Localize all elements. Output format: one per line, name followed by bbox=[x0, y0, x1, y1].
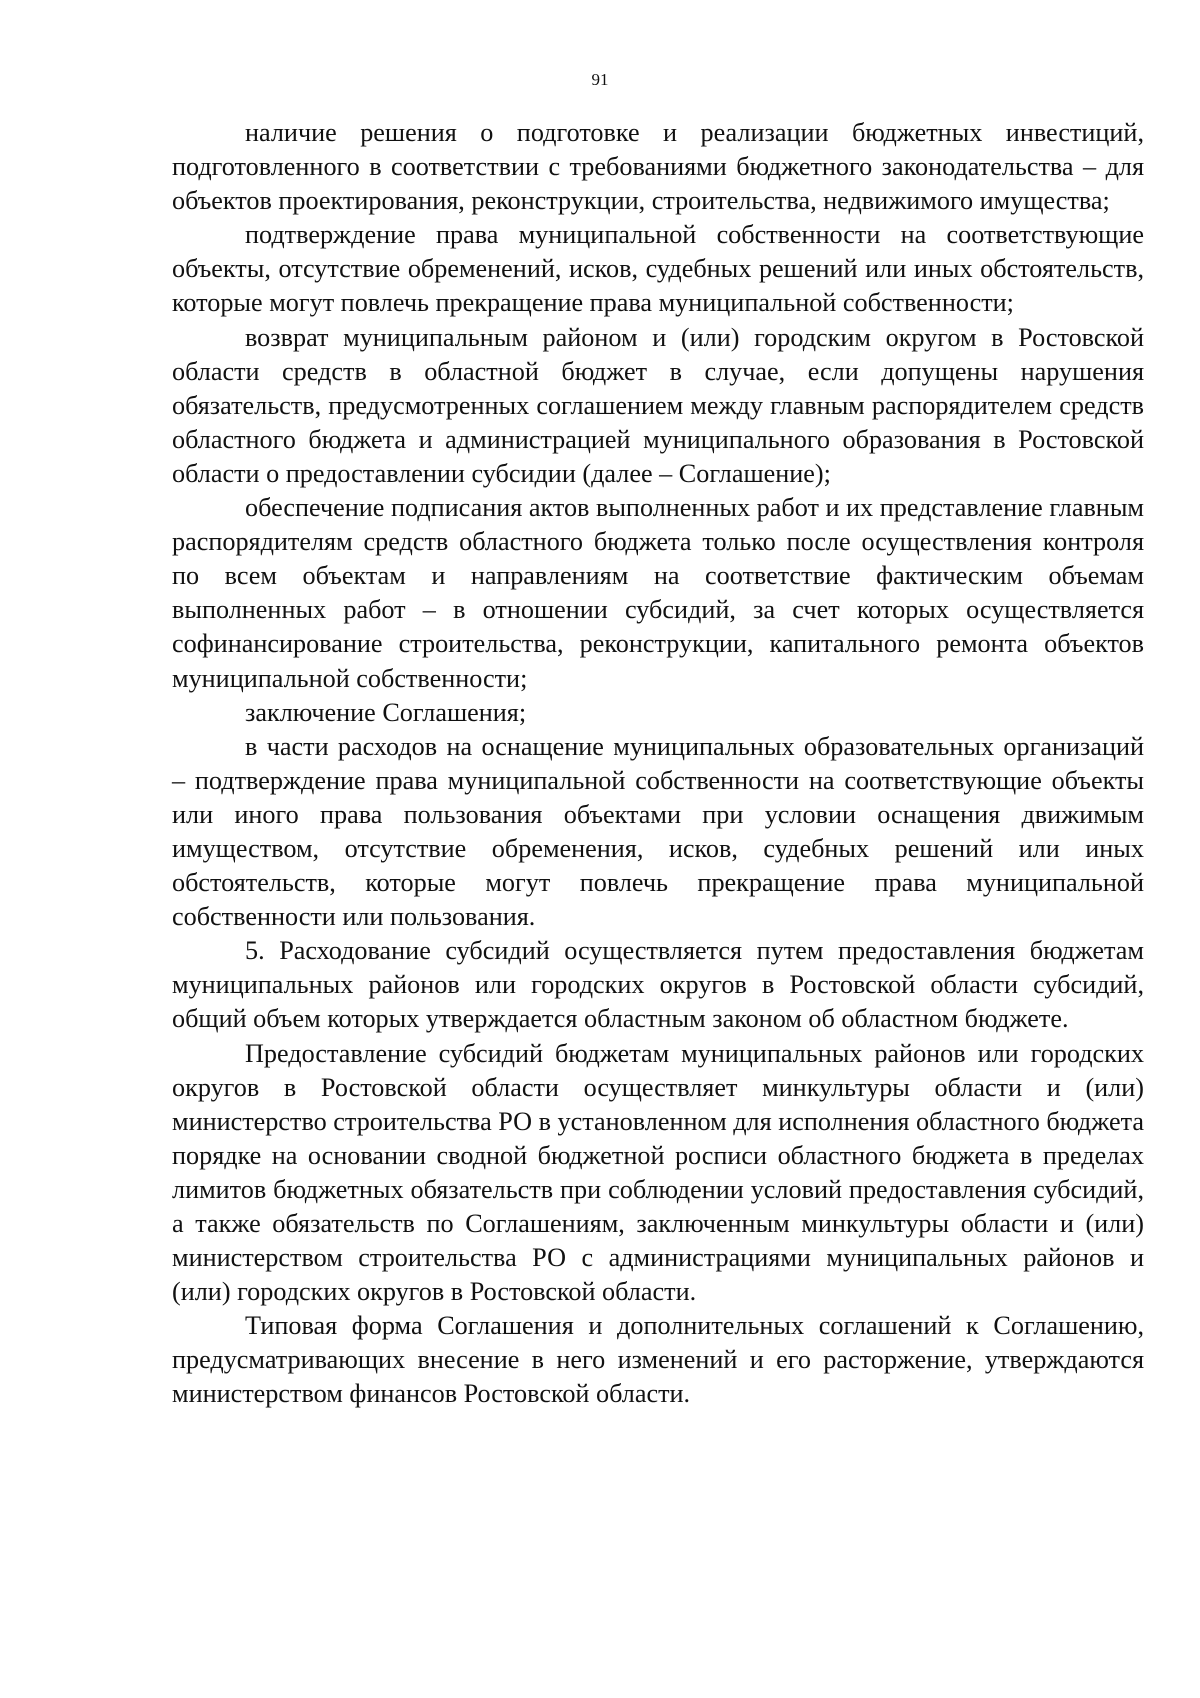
document-body bbox=[172, 116, 1144, 1412]
page-number: 91 bbox=[591, 70, 609, 89]
paragraph-ownership-confirmation: подтверждение права муниципальной собственности на соответствующие объекты, отсутствие обременений, исков, судебных решений или иных обстоятельств, которые могут повлечь прекращение права муниципальной собственности; bbox=[172, 220, 1144, 318]
paragraph-agreement-form: Типовая форма Соглашения и дополнительных соглашений к Соглашению, предусматривающих внесение в него изменений и его расторжение, утверждаются министерством финансов Ростовской области. bbox=[172, 1311, 1144, 1409]
paragraph-agreement-conclusion: заключение Соглашения; bbox=[245, 697, 527, 727]
paragraph-subsidy-provision: Предоставление субсидий бюджетам муниципальных районов или городских округов в Ростовской области осуществляет минкультуры области и (или) министерство строительства РО в установленном для исполнения областного бюджета порядке на основании сводной бюджетной росписи областного бюджета в пределах лимитов бюджетных обязательств при соблюдении условий предоставления субсидий, а также обязательств по Соглашениям, заключенным минкультуры области и (или) министерством строительства РО с администрациями муниципальных районов и (или) городских округов в Ростовской области. bbox=[172, 1038, 1144, 1307]
paragraph-funds-return: возврат муниципальным районом и (или) городским округом в Ростовской области средств в областной бюджет в случае, если допущены нарушения обязательств, предусмотренных соглашением между главным распорядителем средств областного бюджета и администрацией муниципального образования в Ростовской области о предоставлении субсидии (далее – Соглашение); bbox=[172, 322, 1144, 488]
paragraph-section-5: 5. Расходование субсидий осуществляется путем предоставления бюджетам муниципальных районов или городских округов в Ростовской области субсидий, общий объем которых утверждается областным законом об областном бюджете. bbox=[172, 936, 1144, 1034]
paragraph-acts-signing: обеспечение подписания актов выполненных работ и их представление главным распорядителям средств областного бюджета только после осуществления контроля по всем объектам и направлениям на соответствие фактическим объемам выполненных работ – в отношении субсидий, за счет которых осуществляется софинансирование строительства, реконструкции, капитального ремонта объектов муниципальной собственности; bbox=[172, 493, 1144, 693]
paragraph-investment-decision: наличие решения о подготовке и реализации бюджетных инвестиций, подготовленного в соответствии с требованиями бюджетного законодательства – для объектов проектирования, реконструкции, строительства, недвижимого имущества; bbox=[172, 118, 1144, 216]
paragraph-equipment-expenses: в части расходов на оснащение муниципальных образовательных организаций – подтверждение права муниципальной собственности на соответствующие объекты или иного права пользования объектами при условии оснащения движимым имуществом, отсутствие обременения, исков, судебных решений или иных обстоятельств, которые могут повлечь прекращение права муниципальной собственности или пользования. bbox=[172, 731, 1144, 932]
